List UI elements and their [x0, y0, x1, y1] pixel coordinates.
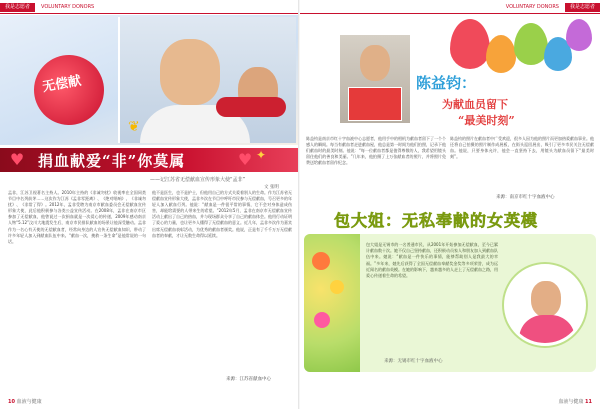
- certificate: [348, 87, 402, 121]
- chen-portrait: [340, 35, 410, 123]
- right-column-2: 陈益钧的照片在献血者中广受欢迎，很多人因为他的照片而更加热爱献血事业。他还将自己拍摄的照片制作成展板，在街头巡回展出，吸引了更多市民关注无偿献血。他说，只要身体允许，他会一直坚持下去，用镜头为献血员留下“最美时刻”。: [450, 136, 594, 160]
- left-page-footer: [8, 398, 42, 405]
- flower-decoration: [304, 234, 360, 372]
- green-title-band: [300, 205, 600, 231]
- heart-icon: ♥: [9, 150, 25, 169]
- right-page-footer: [558, 398, 592, 405]
- portrait-photo: [118, 17, 296, 143]
- left-header-en: VOLUNTARY DONORS: [41, 4, 95, 10]
- left-column-1: 孟非，江苏卫视著名主持人。2010年主持的《非诚勿扰》收视率在全国同类节目中名列前茅……这次作为江苏《孟非零距离》、《绝对唱响》、《非诚勿扰》、《非常了得》。2012年，孟非受聘为南京市献血委员会无偿献血宣传形象大使，此后他积极参与各类公益宣传活动。在2008年，孟非在南京市区参加了无偿献血，他曾说过一次捐血就是一次爱心的传递，2009年感动南京人物“5.12”汶川大地震发生后，南京市民排队献血的场景让他深受触动。孟非作为一名心有天使的无偿献血者，经常向身边的人宣传无偿献血知识，带动了许多年轻人加入到献血队伍中来。“献血一次，挽救一条生命”是他常说的一句话。: [8, 190, 146, 244]
- hero-sign-text: 无偿献: [41, 73, 83, 96]
- right-footer-label: 血液与健康: [558, 399, 584, 405]
- flower-icon: [312, 252, 330, 270]
- right-article-name: 陈益钧：: [416, 74, 477, 92]
- raised-arm: [216, 97, 286, 117]
- green-article-box: [304, 234, 596, 372]
- green-article-title: 包大姐：无私奉献的女英模: [334, 211, 539, 230]
- article-subtitle: ——记江苏省无偿献血宣传形象大使“孟非”: [150, 177, 246, 183]
- right-page: [300, 0, 600, 409]
- article-title: 捐血献爱“非”你莫属: [38, 152, 186, 170]
- left-column-2: 他不是医生，也不是护士，但他用自己的方式关爱着别人的生命。作为江苏省无偿献血宣传形象大使，孟非多次在节目中呼吁市民参与无偿献血，号召更多的年轻人加入献血行列。他说：“献血是一件很平常的事情，它不会对身体造成伤害，却能给需要的人带来生的希望。”2012年5月，孟非在南京市无偿献血宣传活动上献出了自己的热血，并与现场群众分享了自己的献血体会。他用行动证明了爱心的力量，也让更多人懂得了无偿献血的意义。近几年，孟非多次作为嘉宾出席无偿献血表彰活动，为优秀的献血者颁奖。他说，正是有了千千万万无偿献血者的奉献，才让无数生命得以延续。: [152, 190, 292, 238]
- blood-drop-icon: [450, 19, 490, 69]
- person-face: [360, 45, 390, 81]
- right-source-2: 来源：无锡市红十字血液中心: [384, 359, 443, 364]
- right-header-tag: 我是志愿者: [565, 3, 600, 12]
- title-band: [0, 148, 300, 172]
- left-page-number: 10: [8, 399, 15, 405]
- bao-portrait: [504, 264, 586, 346]
- left-header: [0, 0, 300, 14]
- person-face: [531, 281, 561, 317]
- flower-icon-3: [314, 312, 330, 328]
- blood-drop-icon-5: [566, 19, 592, 51]
- right-tagline-2: “最美时刻”: [458, 114, 515, 127]
- person-body: [519, 315, 575, 346]
- sparkle-icon: ✦: [255, 148, 267, 162]
- butterfly-icon: ❦: [128, 119, 140, 135]
- right-source-1: 来源：南京市红十字血液中心: [496, 195, 555, 200]
- left-header-rule: [0, 13, 300, 14]
- right-column-1: 陈益钧是南京市红十字血液中心志愿者，他用手中的相机为献血者留下了一个个感人的瞬间。每当有献血者走进献血屋，他总是第一时间为他们拍照，记录下他们献血时的最美时刻。他说：“每一位献血者都是值得尊敬的人，我希望用镜头留住他们的善良和美丽。”几年来，他拍摄了上万张献血者的照片，并将照片免费送给献血者留作纪念。: [306, 136, 446, 166]
- left-hero-photo: [0, 15, 300, 145]
- left-header-tag: 我是志愿者: [0, 3, 35, 12]
- left-source: 来源：江苏省献血中心: [226, 377, 271, 382]
- blood-drop-icon-3: [514, 23, 548, 65]
- right-page-number: 11: [585, 399, 592, 405]
- right-header-rule: [300, 13, 600, 14]
- article-author: 文 张明: [264, 185, 279, 190]
- heart-icon-right: ♥: [237, 150, 253, 169]
- person-face: [160, 39, 220, 105]
- right-header-en: VOLUNTARY DONORS: [505, 4, 559, 10]
- left-footer-label: 血液与健康: [16, 399, 42, 405]
- green-article-text: 包大姐是无锡市的一名普通市民，从2001年开始参加无偿献血，至今已累计献血数十次。她不仅自己坚持献血，还积极动员家人和朋友加入到献血队伍中来。她说：“献血是一件快乐的事情，能够帮助别人是我最大的幸福。”多年来，她先后获得了全国无偿献血奉献奖金奖等多项荣誉，成为远近闻名的献血英模。在她的影响下，越来越多的人走上了无偿献血之路，用爱心传递着生命的希望。: [366, 242, 498, 279]
- right-header: [300, 0, 600, 14]
- flower-icon-2: [330, 280, 344, 294]
- blood-drop-icon-2: [486, 35, 516, 73]
- right-tagline-1: 为献血员留下: [442, 98, 508, 111]
